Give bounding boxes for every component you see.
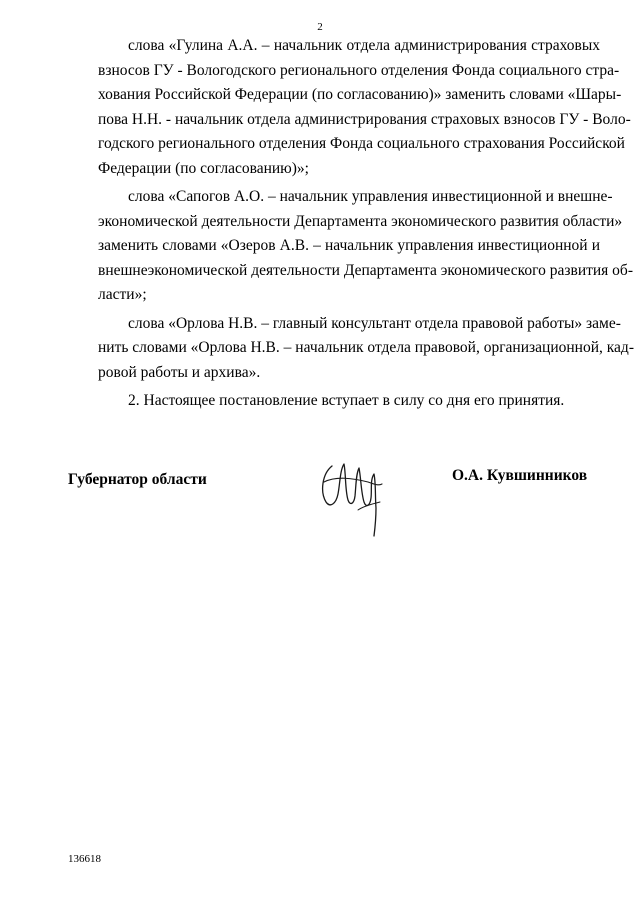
text-line: хования Российской Федерации (по согласованию)» заменить словами «Шары- [98,86,622,103]
text-line: слова «Орлова Н.В. – главный консультант отдела правовой работы» заме- [128,314,621,332]
text-line: внешнеэкономической деятельности Департамента экономического развития об- [98,261,633,279]
text-line: нить словами «Орлова Н.В. – начальник отдела правовой, организационной, кад- [98,339,634,356]
page-number: 2 [317,21,323,33]
signatory-name: О.А. Кувшинников [452,467,588,484]
text-line: 2. Настоящее постановление вступает в силу со дня его принятия. [128,392,565,409]
paragraph-orlova [68,312,634,386]
body-text [68,34,634,414]
paragraph-gulina [68,34,631,181]
text-line: заменить словами «Озеров А.В. – начальник управления инвестиционной и [98,237,600,254]
text-line: слова «Сапогов А.О. – начальник управления инвестиционной и внешне- [128,188,613,205]
text-line: слова «Гулина А.А. – начальник отдела администрирования страховых [128,37,600,54]
text-line: ласти»; [98,286,147,303]
text-line: Федерации (по согласованию)»; [98,159,309,177]
text-line: ровой работы и архива». [98,363,261,381]
text-line: годского регионального отделения Фонда социального страхования Российской [98,135,625,152]
text-line: взносов ГУ - Вологодского регионального отделения Фонда социального стра- [98,61,620,79]
paragraph-sapogov [68,185,633,308]
paragraph-effective-date [68,389,600,414]
handwritten-signature [318,452,390,540]
text-line: пова Н.Н. - начальник отдела администрирования страховых взносов ГУ - Воло- [98,110,631,128]
document-code: 136618 [68,853,101,865]
signatory-title: Губернатор области [68,471,207,488]
text-line: экономической деятельности Департамента экономического развития области» [98,212,623,230]
